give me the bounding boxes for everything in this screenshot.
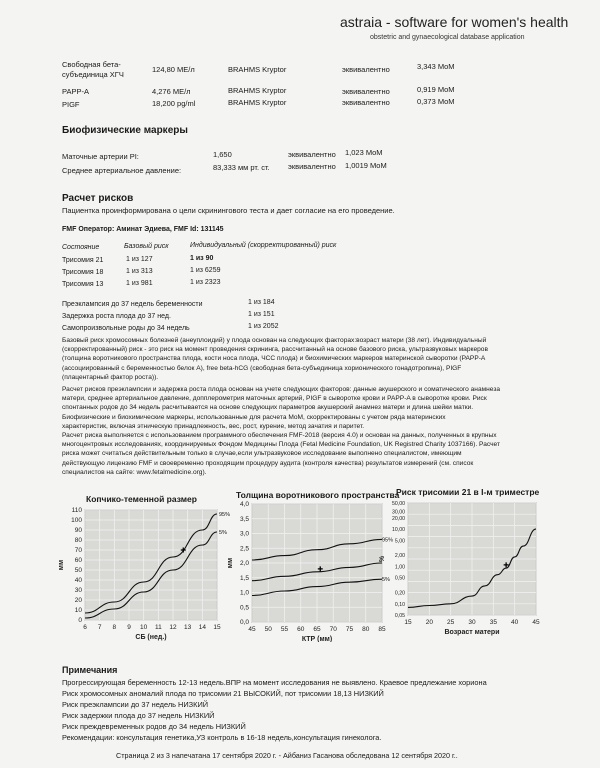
page-footer: Страница 2 из 3 напечатана 17 сентября 2020 г. - Айбаниз Гасанова обследована 12 сентября 2020 г.. xyxy=(116,751,458,760)
explanation-paragraph-2 xyxy=(62,385,562,477)
y-tick-label: 0,50 xyxy=(394,575,405,582)
series-label: 95% xyxy=(382,537,394,544)
explanation-paragraph-1 xyxy=(62,336,562,382)
trisomy-individual: 1 из 2323 xyxy=(190,279,221,286)
biophys-name: Маточные артерии PI: xyxy=(62,152,139,161)
y-tick-label: 90 xyxy=(74,527,82,534)
y-tick-label: 10 xyxy=(74,607,82,614)
y-tick-label: 20,00 xyxy=(392,515,405,522)
biophys-title: Биофизические маркеры xyxy=(62,125,188,136)
risk-title: Расчет рисков xyxy=(62,193,134,204)
trisomy-individual: 1 из 90 xyxy=(190,255,214,262)
x-axis-label: СБ (нед.) xyxy=(135,634,167,641)
chart1-title: Копчико-теменной размер xyxy=(86,494,197,504)
y-tick-label: 0 xyxy=(78,617,82,624)
x-tick-label: 15 xyxy=(213,624,221,631)
x-tick-label: 65 xyxy=(313,626,321,633)
y-tick-label: 2,00 xyxy=(394,553,405,560)
x-tick-label: 75 xyxy=(345,626,354,633)
y-tick-label: 10,00 xyxy=(392,527,405,534)
x-tick-label: 30 xyxy=(468,619,476,626)
text-line: (плацентарный фактор роста)). xyxy=(62,373,159,381)
y-tick-label: 70 xyxy=(74,547,82,554)
col-base: Базовый риск xyxy=(124,243,169,250)
x-tick-label: 40 xyxy=(511,619,519,626)
x-tick-label: 45 xyxy=(532,619,540,626)
y-tick-label: 1,5 xyxy=(239,574,249,582)
consent-text: Пациентка проинформирована о цели скринингового теста и дает согласие на его проведение. xyxy=(62,206,395,215)
text-line: Расчет риска выполняется с использованием программного обеспечения FMF-2018 (версия 4.0) и основан на данных, полученных в крупных xyxy=(62,432,497,440)
y-axis-label: мм xyxy=(58,559,65,571)
other-state: Самопроизвольные роды до 34 недель xyxy=(62,325,190,332)
y-tick-label: 80 xyxy=(74,537,82,544)
y-tick-label: 5,00 xyxy=(394,538,405,545)
trisomy-base: 1 из 981 xyxy=(126,280,153,287)
text-line: специалистов на сайте: www.fetalmedicine.org). xyxy=(62,468,207,476)
y-tick-label: 3,0 xyxy=(239,530,249,538)
x-tick-label: 80 xyxy=(362,626,370,633)
serum-mom: 3,343 MoM xyxy=(417,62,455,71)
text-line: (ассоциированный с беременностью белок А), free beta-hCG (свободная бета-субъединица хорионического гонадотропина), PIGF xyxy=(62,364,462,372)
text-line: многоцентровых исследованиях, координируемых Фондом Медицины Плода (Fetal Medicine Foundation, UK Registred Charity 1037166). Расчет xyxy=(62,441,501,449)
y-tick-label: 4,0 xyxy=(239,501,249,508)
other-state: Преэклампсия до 37 недель беременности xyxy=(62,301,203,308)
y-tick-label: 0,5 xyxy=(239,604,249,612)
x-tick-label: 60 xyxy=(297,626,305,633)
x-tick-label: 6 xyxy=(83,624,87,631)
serum-name: Свободная бета- xyxy=(62,60,121,69)
serum-name: PAPP-A xyxy=(62,87,89,96)
trisomy-state: Трисомия 18 xyxy=(62,269,104,276)
x-tick-label: 15 xyxy=(404,619,412,626)
other-risk: 1 из 151 xyxy=(248,311,275,318)
y-tick-label: 50 xyxy=(74,567,82,574)
x-axis-label: Возраст матери xyxy=(444,629,500,636)
y-tick-label: 3,5 xyxy=(239,515,249,523)
x-tick-label: 13 xyxy=(184,624,192,631)
serum-value: 18,200 pg/ml xyxy=(152,99,196,108)
serum-mom: 0,373 MoM xyxy=(417,97,455,106)
text-line: (скорректированный) риск - это риск на момент проведения скрининга, рассчитанный на основе базового риска, ультразвуковых маркеров xyxy=(62,346,488,354)
header-title: astraia - software for women's health xyxy=(340,14,569,30)
y-tick-label: 30,00 xyxy=(392,509,405,516)
serum-equiv: эквивалентно xyxy=(342,65,390,74)
other-risk: 1 из 2052 xyxy=(248,323,279,330)
biophys-equiv: эквивалентно xyxy=(288,150,336,159)
serum-method: BRAHMS Kryptor xyxy=(228,98,287,107)
x-tick-label: 20 xyxy=(425,619,433,626)
x-tick-label: 12 xyxy=(169,624,177,631)
crl-chart xyxy=(55,506,240,644)
biophys-name: Среднее артериальное давление: xyxy=(62,166,182,175)
text-line: Биофизические и биохимические маркеры, использованные для расчета МоМ, скорректированы с учетом ряда материнских xyxy=(62,413,446,421)
serum-name: субъединица ХГЧ xyxy=(62,70,124,79)
text-line: характеристик, включая этническую принадлежность, вес, рост, курение, метод зачатия и паритет. xyxy=(62,422,365,430)
trisomy-state: Трисомия 13 xyxy=(62,281,104,288)
y-tick-label: 0,10 xyxy=(394,601,405,608)
y-tick-label: 30 xyxy=(74,587,82,594)
biophys-value: 1,650 xyxy=(213,150,232,159)
serum-value: 124,80 ME/л xyxy=(152,65,195,74)
y-tick-label: 20 xyxy=(74,597,82,604)
biophys-mom: 1,023 MoM xyxy=(345,148,383,157)
serum-method: BRAHMS Kryptor xyxy=(228,86,287,95)
x-tick-label: 7 xyxy=(97,624,102,631)
x-tick-label: 8 xyxy=(112,624,117,631)
nt-chart xyxy=(226,500,396,642)
y-tick-label: 100 xyxy=(71,517,82,524)
biophys-equiv: эквивалентно xyxy=(288,162,336,171)
y-tick-label: 50,00 xyxy=(392,501,405,507)
y-axis-label: % xyxy=(379,555,386,563)
other-risk: 1 из 184 xyxy=(248,299,275,306)
serum-equiv: эквивалентно xyxy=(342,98,390,107)
x-tick-label: 50 xyxy=(264,626,272,633)
note-line: Рекомендации: консультация генетика,УЗ контроль в 16-18 недель,консультация гинеколога. xyxy=(62,733,382,742)
trisomy-individual: 1 из 6259 xyxy=(190,267,221,274)
chart2-title: Толщина воротникового пространства xyxy=(236,490,400,500)
serum-equiv: эквивалентно xyxy=(342,87,390,96)
y-tick-label: 1,00 xyxy=(394,564,405,571)
col-state: Состояние xyxy=(62,244,100,251)
text-line: матери, среднее артериальное давление, допплерометрия маточных артерий, PIGF в сыворотке крови и PAPP-A в сыворотке крови. Риск xyxy=(62,395,487,403)
x-tick-label: 55 xyxy=(280,626,289,633)
x-tick-label: 9 xyxy=(127,624,131,631)
operator-line: FMF Оператор: Аминат Эдиева, FMF Id: 131145 xyxy=(62,226,224,233)
serum-name: PIGF xyxy=(62,100,80,109)
x-tick-label: 25 xyxy=(447,619,455,626)
note-line: Риск преждевременных родов до 34 недель НИЗКИЙ xyxy=(62,722,246,731)
x-tick-label: 11 xyxy=(154,624,162,631)
y-tick-label: 0,05 xyxy=(394,613,405,619)
note-line: Риск задержки плода до 37 недель НИЗКИЙ xyxy=(62,711,215,720)
y-tick-label: 0,20 xyxy=(394,590,405,597)
chart3-title: Риск трисомии 21 в I-м триместре xyxy=(396,487,540,497)
series-label: 5% xyxy=(382,577,390,584)
x-tick-label: 85 xyxy=(378,626,386,633)
notes-title: Примечания xyxy=(62,665,118,675)
x-tick-label: 45 xyxy=(248,626,256,633)
trisomy-base: 1 из 313 xyxy=(126,268,153,275)
text-line: (толщина воротникового пространства плода, кости носа плода, ЧСС плода) и биохимических маркеров материнской сыворотки (PAPP-A xyxy=(62,355,486,363)
y-tick-label: 110 xyxy=(71,507,82,514)
text-line: Базовый риск хромосомных болезней (анеуплоидий) у плода основан на следующих факторах:возраст матери (38 лет). Индивидуальный xyxy=(62,337,487,344)
trisomy-state: Трисомия 21 xyxy=(62,257,104,264)
y-tick-label: 2,0 xyxy=(239,560,249,567)
biophys-mom: 1,0019 MoM xyxy=(345,161,387,170)
text-line: действующую лицензию FMF и своевременно проходящим процедуру аудита (контроля качества) результатов измерений (см. список xyxy=(62,459,474,467)
serum-method: BRAHMS Kryptor xyxy=(228,65,287,74)
x-tick-label: 35 xyxy=(489,619,497,626)
y-tick-label: 2,5 xyxy=(239,545,249,553)
text-line: риска может считаться действительным только в случае,если ультразвуковое исследование выполнено специалистом, имеющим xyxy=(62,450,462,458)
serum-value: 4,276 ME/л xyxy=(152,87,191,96)
y-tick-label: 1,0 xyxy=(239,589,249,597)
x-tick-label: 14 xyxy=(198,624,206,631)
note-line: Риск хромосомных аномалий плода по трисомии 21 ВЫСОКИЙ, пот трисомии 18,13 НИЗКИЙ xyxy=(62,689,384,698)
text-line: спонтанных родов до 34 недель расчитывается на основе следующих параметров акушерский анамнез матери и длина шейки матки. xyxy=(62,404,474,412)
t21-chart xyxy=(378,497,553,639)
y-axis-label: мм xyxy=(227,557,234,569)
note-line: Риск преэклампсии до 37 недель НИЗКИЙ xyxy=(62,700,209,709)
x-axis-label: КТР (мм) xyxy=(301,636,333,642)
series-label: 5% xyxy=(219,530,227,536)
text-line: Расчет рисков преэклампсии и задержка роста плода основан на учете следующих факторов: данные акушерского и соматического анамнеза xyxy=(62,386,501,393)
y-tick-label: 40 xyxy=(74,577,82,584)
y-tick-label: 0,0 xyxy=(239,619,249,626)
note-line: Прогрессирующая беременность 12-13 недель.ВПР на момент исследования не выявлено. Краевое предлежание хориона xyxy=(62,678,487,687)
trisomy-base: 1 из 127 xyxy=(126,256,153,263)
x-tick-label: 70 xyxy=(329,626,337,633)
series-label: 95% xyxy=(219,512,231,518)
serum-mom: 0,919 MoM xyxy=(417,85,455,94)
x-tick-label: 10 xyxy=(140,624,148,631)
biophys-value: 83,333 мм рт. ст. xyxy=(213,163,270,172)
header-subtitle: obstetric and gynaecological database application xyxy=(370,34,525,41)
other-state: Задержка роста плода до 37 нед. xyxy=(62,313,171,320)
plot-area xyxy=(85,510,217,620)
col-individual: Индивидуальный (скорректированный) риск xyxy=(190,242,337,249)
y-tick-label: 60 xyxy=(74,557,82,564)
